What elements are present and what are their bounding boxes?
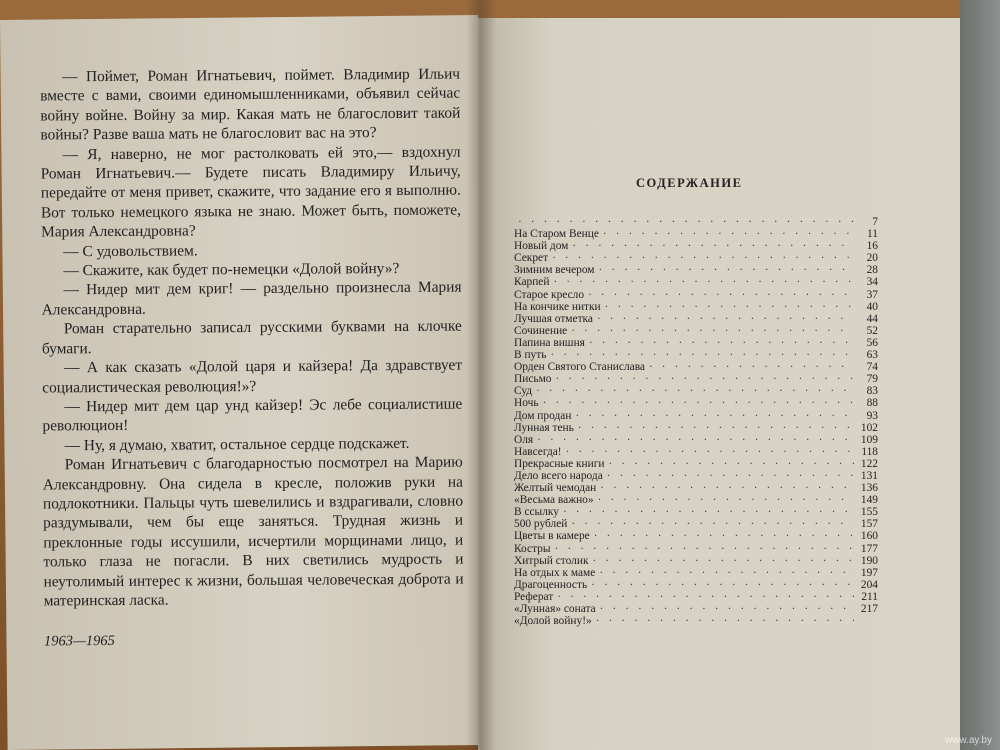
toc-leader-dots bbox=[600, 482, 854, 494]
toc-entry bbox=[514, 289, 878, 301]
toc-entry-title: Дом продан bbox=[514, 409, 572, 422]
toc-entry-title: На кончике нитки bbox=[514, 300, 601, 313]
left-page-text bbox=[40, 65, 464, 653]
toc-entry-title: Зимним вечером bbox=[514, 264, 595, 277]
toc-entry-title: «Долой войну!» bbox=[514, 615, 592, 628]
toc-entry-page: 149 bbox=[860, 494, 878, 507]
toc-entry bbox=[514, 446, 878, 458]
toc-entry-title: Оля bbox=[514, 433, 534, 446]
toc-entry-page: 37 bbox=[866, 288, 878, 301]
toc-entry bbox=[514, 252, 878, 264]
toc-entry-page: 56 bbox=[866, 336, 878, 349]
toc-entry-page: 88 bbox=[866, 397, 878, 410]
toc-entry-title: Старое кресло bbox=[514, 288, 585, 301]
paragraph: — Скажите, как будет по-немецки «Долой войну»? bbox=[63, 260, 400, 280]
toc-entry-page: 28 bbox=[866, 264, 878, 277]
toc-leader-dots bbox=[571, 325, 854, 337]
book-cover-edge bbox=[960, 0, 1000, 750]
toc-entry-page: 34 bbox=[866, 276, 878, 289]
toc-entry bbox=[514, 422, 878, 434]
paragraph: — Ну, я думаю, хватит, остальное сердце подскажет. bbox=[64, 434, 410, 455]
toc-entry-page: 136 bbox=[860, 482, 878, 495]
toc-leader-dots bbox=[537, 434, 854, 446]
toc-entry bbox=[514, 506, 878, 518]
toc-entry-page: 190 bbox=[860, 554, 878, 567]
toc-entry bbox=[514, 228, 878, 240]
toc-leader-dots bbox=[591, 579, 854, 591]
toc-leader-dots bbox=[557, 591, 854, 603]
toc-entry bbox=[514, 313, 878, 325]
toc-entry-title: Карпей bbox=[514, 276, 550, 289]
toc-entry-page: 44 bbox=[866, 312, 878, 325]
toc-entry-title: Костры bbox=[514, 542, 551, 555]
toc-leader-dots bbox=[600, 603, 854, 615]
toc-leader-dots bbox=[552, 252, 854, 264]
toc-entry-page: 83 bbox=[866, 385, 878, 398]
toc-entry bbox=[514, 216, 878, 228]
toc-leader-dots bbox=[599, 264, 854, 276]
toc-entry bbox=[514, 385, 878, 397]
paragraph: Роман Игнатьевич с благодарностью посмотрел на Марию Александровну. Она сидела в кресле, положив руки на подлокотники. Пальцы чуть шевелились и вздрагивали, словно раздумывали, чем бы еще заняться. Трудная жизнь и преклонные годы иссушили, исчертили морщинами лицо, и только глаза не погасли. В них светились мудрость и неутолимый интерес к жизни, большая человеческая доброта и материнская ласка. bbox=[42, 453, 464, 610]
toc-leader-dots bbox=[598, 494, 854, 506]
toc-leader-dots bbox=[578, 422, 854, 434]
toc-entry bbox=[514, 579, 878, 591]
toc-entry bbox=[514, 530, 878, 542]
toc-leader-dots bbox=[571, 518, 854, 530]
toc-entry-page: 63 bbox=[866, 349, 878, 362]
toc-entry bbox=[514, 264, 878, 276]
toc-leader-dots bbox=[605, 301, 854, 313]
toc-entry-page: 16 bbox=[866, 240, 878, 253]
toc-entry-title: Желтый чемодан bbox=[514, 482, 597, 495]
toc-leader-dots bbox=[649, 361, 854, 373]
toc-leader-dots bbox=[596, 615, 854, 627]
toc-entry bbox=[514, 240, 878, 252]
toc-entry-page: 211 bbox=[861, 590, 878, 603]
toc-leader-dots bbox=[599, 567, 854, 579]
toc-entry-title: Реферат bbox=[514, 590, 554, 603]
toc-entry-page: 93 bbox=[866, 409, 878, 422]
toc-leader-dots bbox=[575, 410, 854, 422]
toc-leader-dots bbox=[589, 337, 854, 349]
toc-entry-title: Дело всего народа bbox=[514, 469, 603, 482]
toc-entry-title: Новый дом bbox=[514, 240, 569, 253]
toc-entry-page: 79 bbox=[866, 373, 878, 386]
toc-entry-title: 500 рублей bbox=[514, 518, 568, 531]
toc-entry-title: Папина вишня bbox=[514, 336, 585, 349]
toc-leader-dots bbox=[607, 470, 854, 482]
toc-entry-title: На Старом Венце bbox=[514, 228, 599, 241]
toc-entry-title: Сочинение bbox=[514, 324, 568, 337]
toc-entry-title: Письмо bbox=[514, 373, 552, 386]
toc-entry-title: Навсегда! bbox=[514, 445, 562, 458]
toc-entry bbox=[514, 325, 878, 337]
toc-entry bbox=[514, 555, 878, 567]
toc-entry bbox=[514, 494, 878, 506]
toc-leader-dots bbox=[588, 289, 854, 301]
toc-entry bbox=[514, 373, 878, 385]
toc-entry-title: Лучшая отметка bbox=[514, 312, 593, 325]
toc-entry-page: 52 bbox=[866, 324, 878, 337]
toc-entry-page: 197 bbox=[860, 566, 878, 579]
toc-entry-page: 131 bbox=[860, 469, 878, 482]
book-spine bbox=[466, 0, 496, 750]
paragraph: — Нидер мит дем цар унд кайзер! Эс лебе социалистише революцион! bbox=[42, 395, 463, 435]
toc-entry-title: Цветы в камере bbox=[514, 530, 590, 543]
toc-entry-page: 122 bbox=[860, 457, 878, 470]
toc-entry-title: Ночь bbox=[514, 397, 539, 410]
toc-entry-page: 217 bbox=[860, 603, 878, 615]
toc-entry bbox=[514, 397, 878, 409]
toc-entry bbox=[514, 603, 878, 615]
watermark: www.ay.by bbox=[944, 735, 992, 746]
paragraph: Роман старательно записал русскими буквами на клочке бумаги. bbox=[41, 317, 462, 358]
toc-entry-page: 20 bbox=[866, 252, 878, 265]
toc-leader-dots bbox=[518, 216, 854, 228]
toc-entry-title: Орден Святого Станислава bbox=[514, 361, 645, 374]
toc-entry-page: 160 bbox=[860, 530, 878, 543]
paragraph: — А как сказать «Долой царя и кайзера! Да здравствует социалистическая революция!»? bbox=[42, 356, 463, 396]
paragraph: — Я, наверно, не мог растолковать ей это,— вздохнул Роман Игнатьевич.— Будете писать Владимиру Ильичу, передайте от меня привет, скажите, что задание его я выполню. Вот только немецкого языка не знаю. Может быть, поможете, Мария Александровна? bbox=[40, 143, 462, 241]
toc-leader-dots bbox=[555, 543, 854, 555]
paragraph: — Поймет, Роман Игнатьевич, поймет. Владимир Ильич вместе с вами, своими единомышленниками, объявил сейчас войну войне. Войну за мир. Какая мать не благословит такой войны? Разве ваша мать не благословит вас на это? bbox=[40, 65, 461, 144]
toc-entry bbox=[514, 410, 878, 422]
toc-entry bbox=[514, 543, 878, 555]
toc-entry-page: 11 bbox=[867, 228, 878, 241]
toc-entry bbox=[514, 361, 878, 373]
toc-entry bbox=[514, 301, 878, 313]
toc-entry-title: «Лунная» соната bbox=[514, 603, 596, 615]
toc-entry bbox=[514, 337, 878, 349]
table-of-contents bbox=[514, 216, 878, 627]
toc-entry-page: 40 bbox=[866, 300, 878, 313]
toc-entry-title: Прекрасные книги bbox=[514, 457, 605, 470]
toc-entry-title: В путь bbox=[514, 349, 547, 362]
toc-leader-dots bbox=[594, 530, 854, 542]
toc-entry bbox=[514, 518, 878, 530]
toc-title: СОДЕРЖАНИЕ bbox=[636, 176, 743, 190]
toc-entry bbox=[514, 276, 878, 288]
toc-entry-title: Лунная тень bbox=[514, 421, 574, 434]
paragraph: — Нидер мит дем криг! — раздельно произнесла Мария Александровна. bbox=[41, 279, 462, 319]
toc-entry bbox=[514, 615, 878, 627]
toc-leader-dots bbox=[592, 555, 854, 567]
toc-entry bbox=[514, 458, 878, 470]
toc-entry-title: «Весьма важно» bbox=[514, 494, 594, 507]
toc-entry-page: 118 bbox=[861, 445, 878, 458]
toc-entry-page: 157 bbox=[860, 518, 878, 531]
toc-leader-dots bbox=[550, 349, 854, 361]
toc-leader-dots bbox=[572, 240, 854, 252]
toc-leader-dots bbox=[555, 373, 854, 385]
toc-entry-title: На отдых к маме bbox=[514, 566, 596, 579]
toc-leader-dots bbox=[536, 385, 854, 397]
toc-leader-dots bbox=[603, 228, 854, 240]
toc-leader-dots bbox=[563, 506, 854, 518]
toc-entry-page: 177 bbox=[860, 542, 878, 555]
toc-entry-page: 7 bbox=[872, 216, 878, 228]
toc-entry-title: В ссылку bbox=[514, 506, 559, 519]
toc-entry-page: 74 bbox=[866, 361, 878, 374]
toc-entry bbox=[514, 591, 878, 603]
toc-entry-title: Драгоценность bbox=[514, 578, 588, 591]
toc-leader-dots bbox=[543, 397, 854, 409]
date-range: 1963—1965 bbox=[43, 633, 115, 650]
toc-entry-page: 204 bbox=[860, 578, 878, 591]
toc-entry bbox=[514, 567, 878, 579]
toc-leader-dots bbox=[597, 313, 854, 325]
toc-entry-title: Хитрый столик bbox=[514, 554, 589, 567]
toc-leader-dots bbox=[566, 446, 854, 458]
toc-entry-title: Суд bbox=[514, 385, 533, 398]
toc-entry-title: Секрет bbox=[514, 252, 549, 265]
toc-entry-page: 155 bbox=[860, 506, 878, 519]
toc-leader-dots bbox=[553, 276, 854, 288]
toc-entry-page: 102 bbox=[860, 421, 878, 434]
toc-entry bbox=[514, 434, 878, 446]
toc-entry bbox=[514, 482, 878, 494]
toc-entry bbox=[514, 349, 878, 361]
toc-entry-page: 109 bbox=[860, 433, 878, 446]
paragraph: — С удовольствием. bbox=[63, 242, 198, 260]
toc-leader-dots bbox=[608, 458, 854, 470]
toc-entry bbox=[514, 470, 878, 482]
